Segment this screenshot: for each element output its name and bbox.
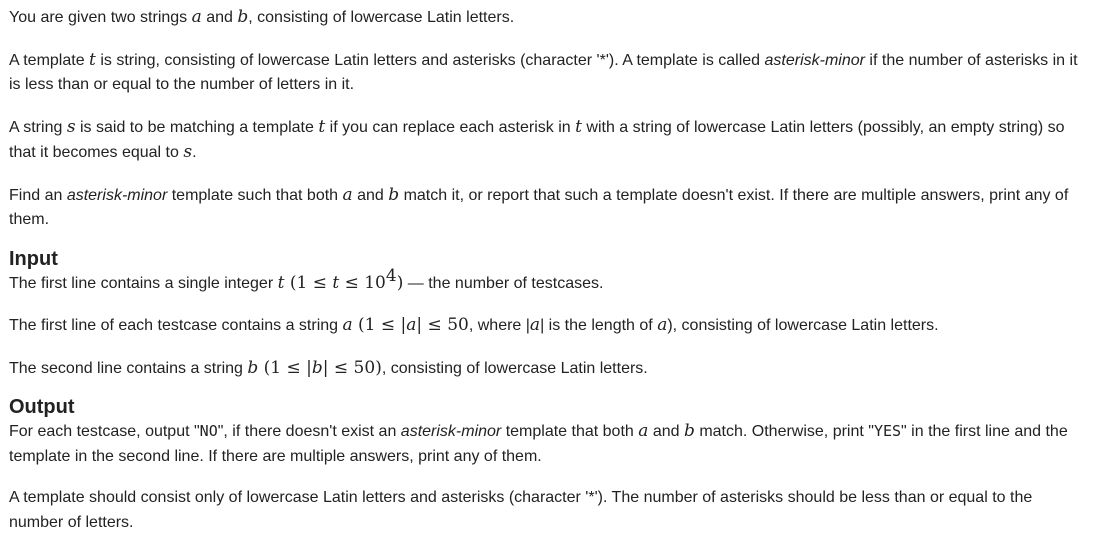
math-b: b [311,357,323,378]
output-paragraph-2: A template should consist only of lowercase Latin letters and asterisks (character '*'). The number of asterisks should be less than or equal to the number of letters. [9,489,1033,531]
math-b: b [237,7,249,27]
term-asterisk-minor: asterisk-minor [764,51,865,69]
math-t: t [575,116,582,137]
math-b: b [388,184,400,205]
code-no: NO [199,422,218,440]
term-asterisk-minor: asterisk-minor [66,186,168,204]
input-section [9,247,1084,382]
input-heading: Input [9,247,58,270]
math-a: a [657,315,668,335]
math-t: t [277,272,285,293]
math-a: a [191,7,202,27]
math-a: a [406,315,417,335]
input-paragraph-3: The second line contains a string b (1 ≤ |b| ≤ 50), consisting of lowercase Latin letters. [9,357,648,378]
input-paragraph-2: The first line of each testcase contains a string a (1 ≤ |a| ≤ 50, where |a| is the length of a), consisting of lowercase Latin letters. [9,315,939,335]
math-t: t [332,272,340,293]
legend-paragraph-3: A string s is said to be matching a template t if you can replace each asterisk in t with a string of lowercase Latin letters (possibly, an empty string) so that it becomes equal to s. [9,116,1065,162]
math-t: t [318,116,326,137]
math-a: a [529,315,541,335]
math-a: a [342,315,353,335]
input-paragraph-1: The first line contains a single integer t $(1 \le t \le 10^4)$ — the number of testcases. [9,265,604,293]
math-a: a [342,184,353,205]
term-asterisk-minor: asterisk-minor [400,423,502,440]
legend-paragraph-2: A template t is string, consisting of lowercase Latin letters and asterisks (character '*'). A template is called asterisk-minor if the number of asterisks in it is less than or equal to the number of letters in it. [9,49,1078,93]
math-b: b [683,421,695,441]
output-heading: Output [9,396,75,418]
math-s: s [66,116,76,137]
math-b: b [247,357,259,378]
code-yes: YES [873,422,902,440]
exponent: 4 [385,265,397,286]
legend-paragraph-4: Find an asterisk-minor template such that both a and b match it, or report that such a template doesn't exist. If there are multiple answers, print any of them. [9,184,1069,228]
legend-section [9,5,1084,233]
output-paragraph-1: For each testcase, output "NO", if there doesn't exist an asterisk-minor template that both a and b match. Otherwise, print "YES" in the first line and the template in the second line. If there are multiple answers, print any of them. [9,421,1068,465]
math-s: s [183,142,193,162]
output-section [9,395,1084,535]
legend-paragraph-1: You are given two strings a and b, consisting of lowercase Latin letters. [9,7,515,27]
math-a: a [638,421,649,441]
math-t: t [89,49,96,70]
